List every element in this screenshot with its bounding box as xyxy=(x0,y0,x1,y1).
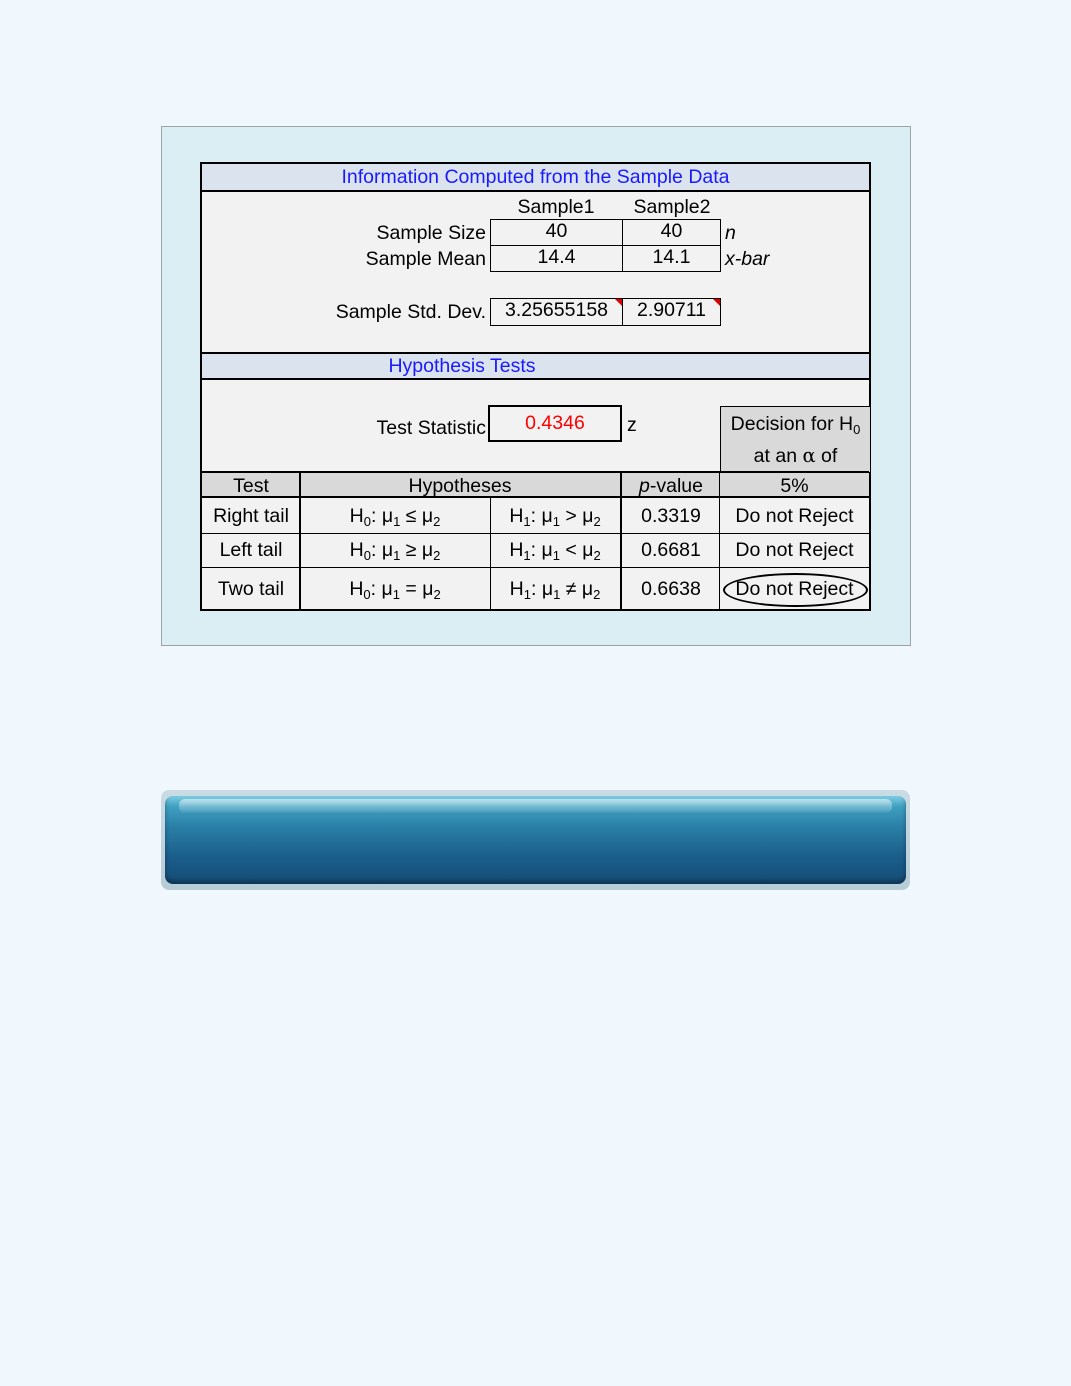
highlight-ellipse xyxy=(723,573,868,607)
grid-line xyxy=(620,471,622,611)
grid-line xyxy=(719,471,720,611)
sample1-size-value: 40 xyxy=(545,220,568,242)
test-name-cell: Right tail xyxy=(213,505,289,527)
null-hypothesis-cell: $H_0$: $\mu_1 \ge \mu_2$ xyxy=(349,539,441,563)
title-bar-gloss xyxy=(179,799,892,813)
section-title-sample-data: Information Computed from the Sample Data xyxy=(341,166,730,188)
sample-size-label: Sample Size xyxy=(376,222,486,244)
null-hypothesis-cell: $H_0$: $\mu_1 = \mu_2$ xyxy=(349,578,441,602)
column-header-alpha: 5% xyxy=(780,475,809,497)
alternative-hypothesis-cell: $H_1$: $\mu_1 > \mu_2$ xyxy=(509,505,601,529)
null-hypothesis-cell: $H_0$: $\mu_1 \le \mu_2$ xyxy=(349,505,441,529)
column-header-sample2: Sample2 xyxy=(633,196,711,218)
sample2-mean-cell[interactable] xyxy=(622,245,721,272)
test-statistic-unit: z xyxy=(627,414,637,436)
spreadsheet-panel xyxy=(161,126,911,646)
sample2-mean-value: 14.1 xyxy=(652,246,691,268)
sample1-size-cell[interactable] xyxy=(490,219,623,246)
sample2-size-value: 40 xyxy=(660,220,683,242)
grid-line xyxy=(202,533,869,534)
test-statistic-value: 0.4346 xyxy=(525,412,585,434)
p-value-cell: 0.3319 xyxy=(641,505,701,527)
column-header-hypotheses: Hypotheses xyxy=(408,475,512,497)
decision-cell: Do not Reject xyxy=(735,578,854,600)
decision-cell: Do not Reject xyxy=(735,505,854,527)
test-name-cell: Two tail xyxy=(217,578,285,600)
decision-header-line1: Decision for $H_0$ xyxy=(730,413,861,437)
comment-indicator[interactable] xyxy=(615,299,622,306)
decision-header xyxy=(720,406,870,472)
grid-line xyxy=(299,471,301,611)
grid-line xyxy=(490,498,491,611)
sample1-sd-value: 3.25655158 xyxy=(504,299,609,321)
test-statistic-cell[interactable] xyxy=(488,405,622,442)
p-value-cell: 0.6681 xyxy=(641,539,701,561)
sample1-mean-cell[interactable] xyxy=(490,245,623,272)
decision-header-line2: at an α of xyxy=(753,444,838,467)
test-statistic-label: Test Statistic xyxy=(376,417,486,439)
sample-size-unit: n xyxy=(725,222,736,244)
grid-line xyxy=(202,567,869,568)
sample2-size-cell[interactable] xyxy=(622,219,721,246)
comment-indicator[interactable] xyxy=(713,299,720,306)
results-sheet xyxy=(200,162,871,611)
p-value-cell: 0.6638 xyxy=(641,578,701,600)
sample1-mean-value: 14.4 xyxy=(537,246,576,268)
sample-mean-label: Sample Mean xyxy=(365,248,486,270)
alternative-hypothesis-cell: $H_1$: $\mu_1 \ne \mu_2$ xyxy=(509,578,601,602)
column-header-sample1: Sample1 xyxy=(517,196,595,218)
sample2-sd-cell[interactable] xyxy=(622,298,721,326)
section-header-hypothesis-tests xyxy=(202,352,869,380)
sample-sd-label: Sample Std. Dev. xyxy=(335,301,486,323)
section-title-hypothesis-tests: Hypothesis Tests xyxy=(388,355,536,377)
section-header-sample-data xyxy=(202,164,869,192)
sample1-sd-cell[interactable] xyxy=(490,298,623,326)
test-name-cell: Left tail xyxy=(219,539,283,561)
sample-mean-unit: x-bar xyxy=(725,248,770,270)
title-bar-banner xyxy=(161,790,910,890)
column-header-test: Test xyxy=(233,475,269,497)
column-header-p-value: p-value xyxy=(639,475,703,497)
sample2-sd-value: 2.90711 xyxy=(636,299,707,321)
title-bar-fill xyxy=(165,796,906,884)
alternative-hypothesis-cell: $H_1$: $\mu_1 < \mu_2$ xyxy=(509,539,601,563)
decision-cell: Do not Reject xyxy=(735,539,854,561)
